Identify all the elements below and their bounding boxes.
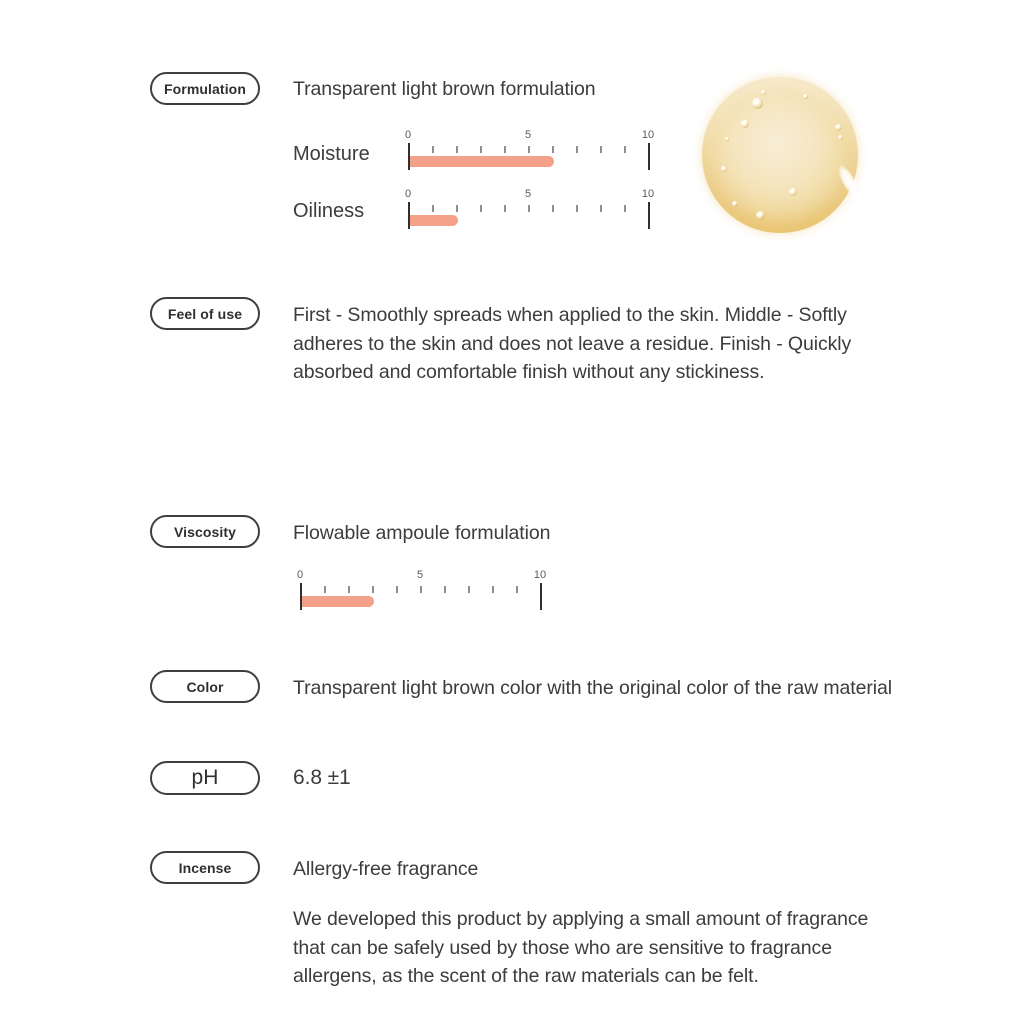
oiliness-value-bar [410, 215, 458, 226]
droplet-bubble [752, 98, 763, 109]
droplet-bubble [803, 94, 808, 99]
scale-minor-tick [552, 205, 554, 212]
droplet-bubble [741, 120, 749, 128]
scale-major-tick [648, 202, 650, 229]
oiliness-label: Oiliness [293, 200, 365, 222]
scale-minor-tick [624, 205, 626, 212]
scale-minor-tick [528, 146, 530, 153]
ph-badge: pH [150, 761, 260, 795]
feel-of-use-line: adheres to the skin and does not leave a residue. Finish - Quickly [293, 332, 852, 355]
scale-minor-tick [324, 586, 326, 593]
scale-minor-tick [552, 146, 554, 153]
scale-tick-number: 0 [404, 188, 412, 200]
scale-tick-number: 10 [533, 569, 547, 581]
scale-minor-tick [492, 586, 494, 593]
incense-description-line: that can be safely used by those who are sensitive to fragrance [293, 936, 832, 959]
scale-tick-number: 10 [641, 188, 655, 200]
feel-of-use-line: First - Smoothly spreads when applied to the skin. Middle - Softly [293, 304, 847, 326]
scale-minor-tick [624, 146, 626, 153]
color-badge: Color [150, 670, 260, 703]
moisture-scale [404, 129, 655, 173]
scale-minor-tick [348, 586, 350, 593]
scale-minor-tick [600, 146, 602, 153]
scale-minor-tick [576, 146, 578, 153]
scale-minor-tick [432, 205, 434, 212]
oiliness-scale [404, 188, 655, 232]
scale-minor-tick [456, 205, 458, 212]
scale-minor-tick [444, 586, 446, 593]
scale-tick-number: 5 [416, 569, 424, 581]
droplet-bubble [761, 90, 766, 95]
incense-description [293, 905, 868, 991]
scale-tick-number: 5 [524, 129, 532, 141]
scale-tick-number: 0 [296, 569, 304, 581]
scale-minor-tick [516, 586, 518, 593]
scale-tick-number: 0 [404, 129, 412, 141]
scale-tick-number: 10 [641, 129, 655, 141]
viscosity-badge: Viscosity [150, 515, 260, 548]
scale-minor-tick [576, 205, 578, 212]
scale-tick-number: 5 [524, 188, 532, 200]
droplet-bubble [732, 201, 738, 207]
feel-of-use-badge: Feel of use [150, 297, 260, 330]
scale-minor-tick [480, 146, 482, 153]
scale-minor-tick [432, 146, 434, 153]
formulation-title: Transparent light brown formulation [293, 78, 596, 100]
scale-minor-tick [528, 205, 530, 212]
incense-description-line: We developed this product by applying a small amount of fragrance [293, 908, 869, 930]
viscosity-scale [296, 569, 547, 613]
incense-title: Allergy-free fragrance [293, 858, 479, 880]
product-texture-image [702, 77, 858, 233]
incense-badge: Incense [150, 851, 260, 884]
scale-minor-tick [504, 146, 506, 153]
scale-minor-tick [372, 586, 374, 593]
droplet-bubble [725, 137, 729, 141]
color-text: Transparent light brown color with the original color of the raw material [293, 677, 892, 699]
scale-major-tick [648, 143, 650, 170]
droplet-bubble [721, 166, 727, 172]
scale-minor-tick [420, 586, 422, 593]
formulation-badge: Formulation [150, 72, 260, 105]
droplet-bubble [838, 135, 843, 140]
scale-minor-tick [456, 146, 458, 153]
droplet-bubble [835, 124, 842, 131]
droplet-bubble [756, 211, 765, 220]
scale-major-tick [540, 583, 542, 610]
scale-minor-tick [396, 586, 398, 593]
scale-minor-tick [600, 205, 602, 212]
feel-of-use-line: absorbed and comfortable finish without any stickiness. [293, 361, 765, 383]
scale-minor-tick [468, 586, 470, 593]
feel-of-use-text [293, 301, 851, 387]
ph-value: 6.8 ±1 [293, 766, 351, 789]
moisture-value-bar [410, 156, 554, 167]
droplet-bubble [789, 188, 797, 196]
moisture-label: Moisture [293, 143, 370, 165]
viscosity-value-bar [302, 596, 374, 607]
incense-description-line: allergens, as the scent of the raw materials can be felt. [293, 965, 759, 987]
scale-minor-tick [480, 205, 482, 212]
scale-minor-tick [504, 205, 506, 212]
viscosity-title: Flowable ampoule formulation [293, 522, 551, 544]
droplet-highlight [834, 162, 862, 200]
